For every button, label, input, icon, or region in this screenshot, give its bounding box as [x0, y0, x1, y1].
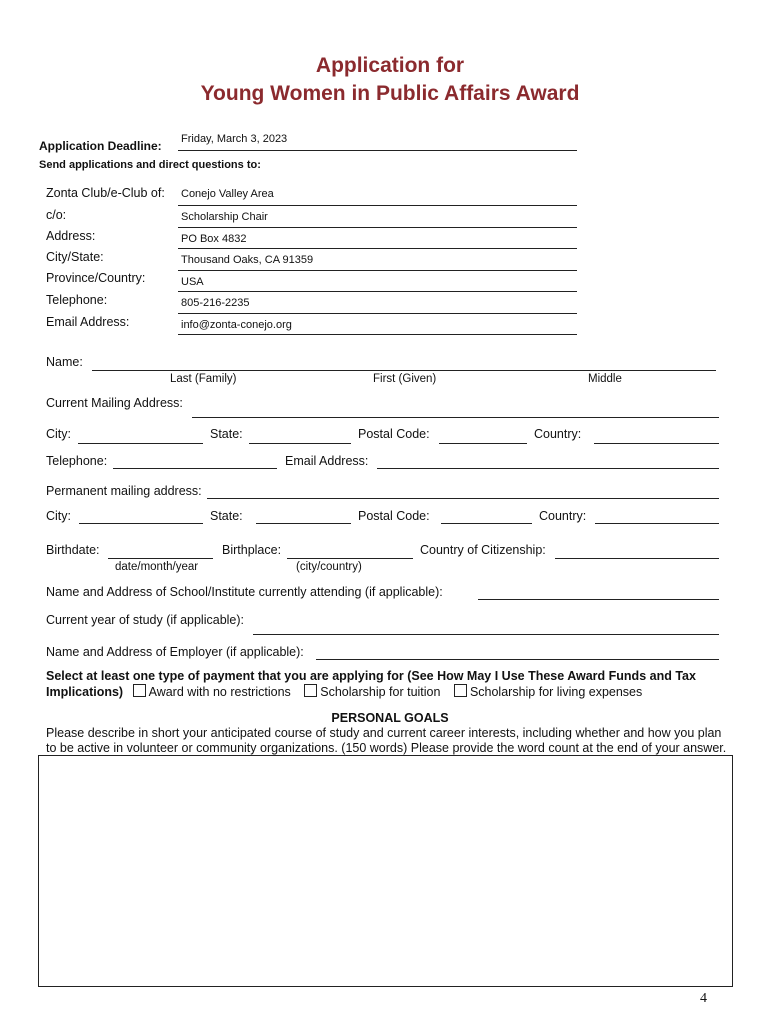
name-label: Name:: [46, 355, 83, 369]
personal-goals-heading: PERSONAL GOALS: [331, 711, 449, 725]
payment-instructions-cont: Implications): [46, 685, 124, 699]
mailing-address-label: Current Mailing Address:: [46, 396, 183, 410]
birthdate-label: Birthdate:: [46, 543, 100, 557]
row-value-province[interactable]: USA: [181, 276, 204, 288]
postal-code-label-2: Postal Code:: [358, 509, 430, 523]
page-number: 4: [700, 991, 707, 1006]
country-line-2[interactable]: [595, 523, 719, 524]
birthdate-sub-label: date/month/year: [115, 561, 199, 573]
row-line-telephone: [178, 313, 577, 314]
postal-code-line-2[interactable]: [441, 523, 532, 524]
row-value-address[interactable]: PO Box 4832: [181, 233, 247, 245]
row-label-province: Province/Country:: [46, 271, 146, 285]
telephone-label: Telephone:: [46, 454, 108, 468]
payment-instructions: Select at least one type of payment that you are applying for (See How May I Use These Award Funds and Tax: [46, 669, 696, 683]
city-line-2[interactable]: [79, 523, 203, 524]
email-line[interactable]: [377, 468, 719, 469]
row-line-club: [178, 205, 577, 206]
citizenship-label: Country of Citizenship:: [420, 543, 546, 557]
row-line-email: [178, 334, 577, 335]
checkbox-scholarship-tuition[interactable]: [304, 684, 317, 697]
deadline-label: Application Deadline:: [39, 139, 162, 153]
name-field-line[interactable]: [92, 370, 716, 371]
telephone-line[interactable]: [113, 468, 277, 469]
row-line-citystate: [178, 270, 577, 271]
goals-instructions-line2: to be active in volunteer or community organizations. (150 words) Please provide the word count at the end of your answer.: [46, 741, 727, 755]
row-label-telephone: Telephone:: [46, 293, 108, 307]
birthplace-sub-label: (city/country): [296, 561, 362, 573]
option-scholarship-tuition: Scholarship for tuition: [320, 685, 441, 699]
year-of-study-label: Current year of study (if applicable):: [46, 613, 245, 627]
postal-code-line[interactable]: [439, 443, 527, 444]
country-line[interactable]: [594, 443, 719, 444]
row-line-province: [178, 291, 577, 292]
row-line-co: [178, 227, 577, 228]
city-line[interactable]: [78, 443, 203, 444]
state-label-2: State:: [210, 509, 243, 523]
option-scholarship-living: Scholarship for living expenses: [469, 685, 643, 699]
row-label-co: c/o:: [46, 208, 67, 222]
row-value-club[interactable]: Conejo Valley Area: [181, 188, 274, 200]
employer-line[interactable]: [316, 659, 719, 660]
city-label: City:: [46, 427, 71, 441]
postal-code-label: Postal Code:: [358, 427, 430, 441]
employer-label: Name and Address of Employer (if applicable):: [46, 645, 304, 659]
school-label: Name and Address of School/Institute currently attending (if applicable):: [46, 585, 443, 599]
send-to-label: Send applications and direct questions to:: [39, 159, 261, 171]
deadline-value[interactable]: Friday, March 3, 2023: [181, 133, 288, 145]
page-title-line1: Application for: [315, 54, 465, 77]
checkbox-scholarship-living[interactable]: [454, 684, 467, 697]
row-value-telephone[interactable]: 805-216-2235: [181, 297, 250, 309]
state-line-2[interactable]: [256, 523, 351, 524]
country-label: Country:: [534, 427, 582, 441]
country-label-2: Country:: [539, 509, 587, 523]
row-line-address: [178, 248, 577, 249]
row-label-address: Address:: [46, 229, 96, 243]
birthplace-line[interactable]: [287, 558, 413, 559]
name-middle-label: Middle: [588, 373, 622, 385]
option-award-no-restrictions: Award with no restrictions: [148, 685, 291, 699]
birthdate-line[interactable]: [108, 558, 213, 559]
row-value-email[interactable]: info@zonta-conejo.org: [181, 319, 292, 331]
name-first-label: First (Given): [373, 373, 437, 385]
row-value-co[interactable]: Scholarship Chair: [181, 211, 268, 223]
deadline-line: [178, 150, 577, 151]
row-label-citystate: City/State:: [46, 250, 104, 264]
goals-instructions-line1: Please describe in short your anticipated course of study and current career interests, including whether and how you plan: [46, 726, 722, 740]
year-of-study-line[interactable]: [253, 634, 719, 635]
permanent-address-label: Permanent mailing address:: [46, 484, 202, 498]
checkbox-award-no-restrictions[interactable]: [133, 684, 146, 697]
state-label: State:: [210, 427, 243, 441]
row-value-citystate[interactable]: Thousand Oaks, CA 91359: [181, 254, 314, 266]
school-line[interactable]: [478, 599, 719, 600]
citizenship-line[interactable]: [555, 558, 719, 559]
personal-goals-answer-box[interactable]: [38, 755, 733, 987]
payment-options-row: [46, 684, 642, 699]
birthplace-label: Birthplace:: [222, 543, 282, 557]
row-label-email: Email Address:: [46, 315, 130, 329]
row-label-club: Zonta Club/e-Club of:: [46, 186, 165, 200]
state-line[interactable]: [249, 443, 351, 444]
name-last-label: Last (Family): [170, 373, 237, 385]
page-title-line2: Young Women in Public Affairs Award: [200, 82, 580, 105]
mailing-address-line[interactable]: [192, 417, 719, 418]
email-label: Email Address:: [285, 454, 369, 468]
city-label-2: City:: [46, 509, 71, 523]
permanent-address-line[interactable]: [207, 498, 719, 499]
